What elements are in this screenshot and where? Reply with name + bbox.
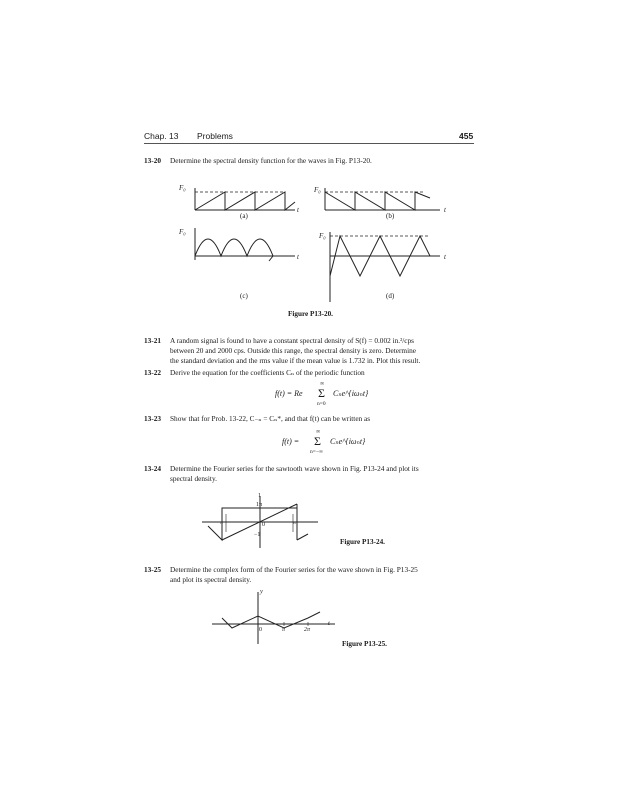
eq-13-23-sum-top: ∞	[316, 429, 321, 435]
panel-b-sawtooth	[325, 188, 440, 210]
fig24-tick-left: −π	[217, 520, 223, 526]
eq-13-23-sum-bottom: n=−∞	[310, 449, 323, 455]
eq-13-22-lhs: f(t) = Re	[275, 389, 303, 398]
eq-13-23-term: Cₙe^{iωₙt}	[330, 437, 366, 446]
panel-a-tlabel: t	[297, 206, 299, 214]
problem-number-13-24: 13-24	[144, 464, 162, 473]
problem-13-22-text: Derive the equation for the coefficients Cₙ of the periodic function	[170, 368, 365, 377]
panel-a-ylabel: F₀	[179, 184, 186, 192]
problem-number-13-23: 13-23	[144, 414, 162, 423]
panel-d-ylabel: F₀	[319, 232, 326, 240]
problem-number-13-22: 13-22	[144, 368, 162, 377]
panel-c-rectified-sine	[195, 228, 295, 261]
problem-13-21-line-3: the standard deviation and the rms value if the mean value is 1.732 in. Plot this result.	[170, 356, 421, 365]
figure-p13-25-caption: Figure P13-25.	[342, 640, 387, 648]
fig25-two-pi: 2π	[304, 627, 311, 633]
eq-13-23-sum-sign: Σ	[314, 434, 321, 448]
panel-b-ylabel: F₀	[314, 186, 321, 194]
problem-13-25-line-2: and plot its spectral density.	[170, 575, 252, 584]
figure-p13-20	[160, 180, 460, 310]
fig25-ylabel: y	[260, 588, 263, 595]
fig24-bottom-label: −1	[254, 532, 261, 538]
problem-number-13-25: 13-25	[144, 565, 162, 574]
fig25-pi: π	[282, 627, 286, 633]
panel-b-tlabel: t	[444, 206, 446, 214]
fig24-tick-right: π	[293, 520, 296, 526]
problem-13-23-text: Show that for Prob. 13-22, C₋ₙ = Cₙ*, and that f(t) can be written as	[170, 414, 371, 423]
problem-13-21-line-1: A random signal is found to have a constant spectral density of S(f) = 0.002 in.²/cps	[170, 336, 415, 345]
panel-c-label: (c)	[240, 292, 248, 300]
header-rule	[144, 143, 474, 144]
page-number: 455	[459, 131, 474, 141]
figure-p13-25	[210, 588, 340, 646]
eq-13-22-term: Cₙe^{iωₙt}	[333, 389, 369, 398]
panel-c-tlabel: t	[297, 253, 299, 261]
panel-d-tlabel: t	[444, 253, 446, 261]
chapter-label: Chap. 13	[144, 131, 179, 141]
problem-13-24-line-1: Determine the Fourier series for the sawtooth wave shown in Fig. P13-24 and plot its	[170, 464, 419, 473]
fig24-top2-label: 1π	[256, 502, 263, 508]
panel-d-triangle	[330, 232, 440, 302]
fig25-xlabel: t	[328, 620, 330, 627]
panel-a-label: (a)	[240, 212, 248, 220]
eq-13-22-sum-top: ∞	[320, 381, 325, 387]
fig24-top-label: 1	[258, 493, 261, 499]
eq-13-22-sum-bottom: n=0	[317, 401, 326, 407]
figure-p13-24-caption: Figure P13-24.	[340, 538, 385, 546]
section-title: Problems	[197, 131, 233, 141]
panel-a-sawtooth	[195, 188, 295, 210]
figure-p13-20-caption: Figure P13-20.	[288, 310, 333, 318]
fig25-origin: 0	[259, 627, 262, 633]
problem-13-21-line-2: between 20 and 2000 cps. Outside this range, the spectral density is zero. Determine	[170, 346, 416, 355]
problem-number-13-21: 13-21	[144, 336, 162, 345]
eq-13-23-lhs: f(t) =	[282, 437, 300, 446]
problem-number-13-20: 13-20	[144, 156, 162, 165]
panel-d-label: (d)	[386, 292, 395, 300]
eq-13-22-sum-sign: Σ	[318, 386, 325, 400]
panel-c-ylabel: F₀	[179, 228, 186, 236]
problem-13-24-line-2: spectral density.	[170, 474, 217, 483]
panel-b-label: (b)	[386, 212, 395, 220]
problem-13-20-text: Determine the spectral density function for the waves in Fig. P13-20.	[170, 156, 372, 165]
fig24-origin-label: 0	[262, 522, 265, 528]
problem-13-25-line-1: Determine the complex form of the Fourier series for the wave shown in Fig. P13-25	[170, 565, 418, 574]
